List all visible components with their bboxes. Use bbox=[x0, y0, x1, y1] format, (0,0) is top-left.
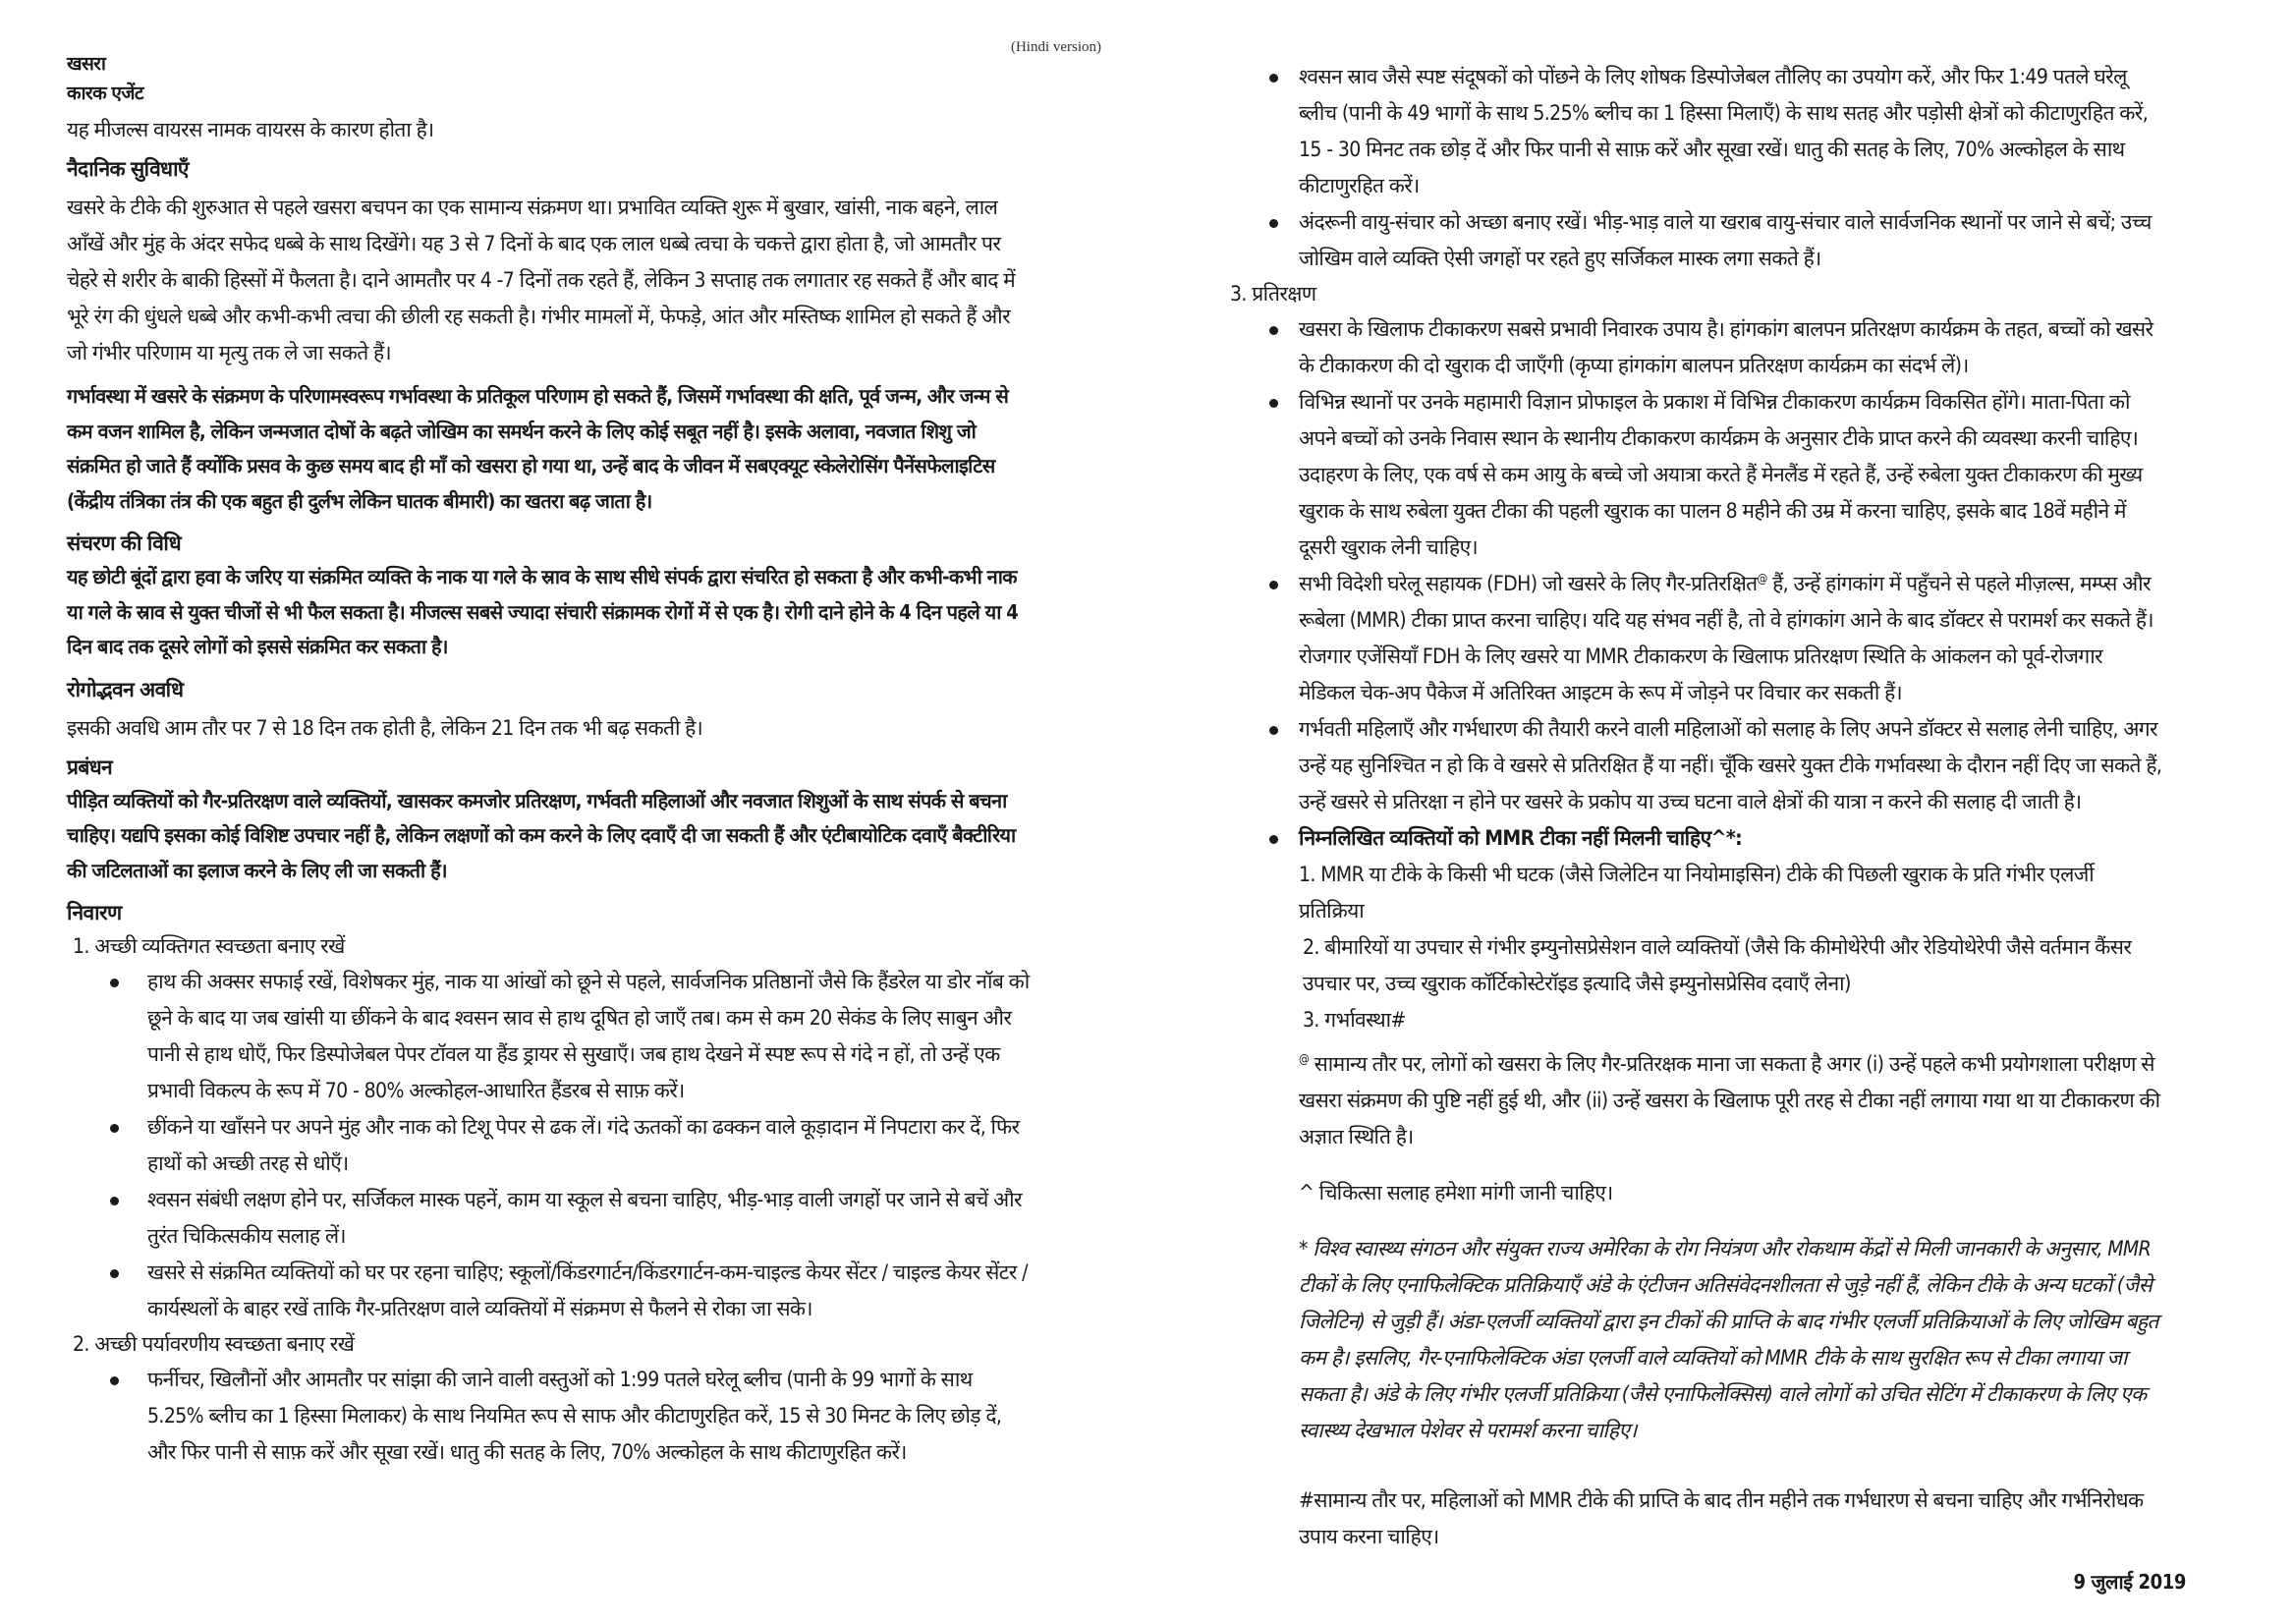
transmission-text: यह छोटी बूंदों द्वारा हवा के जरिए या संक्रमित व्यक्ति के नाक या गले के स्राव के साथ सीधे संपर्क द्वारा संचरित हो सकता है और कभी-कभी नाक या गले के स्राव से युक्त चीजों से भी फैल सकता है। मीजल्स सबसे ज्यादा संचारी संक्रामक रोगों में से एक है। रोगी दाने होने के 4 दिन पहले या 4 दिन बाद तक दूसरे लोगों को इससे संक्रमित कर सकता है। bbox=[67, 565, 1019, 658]
version-label: (Hindi version) bbox=[1010, 39, 1102, 55]
document-title: खसरा bbox=[67, 53, 106, 75]
causative-agent-heading: कारक एजेंट bbox=[67, 83, 143, 104]
bullet-icon bbox=[110, 1376, 119, 1385]
at-footnote-symbol: @ bbox=[1299, 1052, 1310, 1066]
transmission-heading: संचरण की विधि bbox=[67, 532, 182, 555]
footnote-hash: #सामान्य तौर पर, महिलाओं को MMR टीके की प्राप्ति के बाद तीन महीने तक गर्भधारण से बचना चाहिए और गर्भनिरोधक उपाय करना चाहिए। bbox=[1299, 1488, 2144, 1548]
bullet-icon bbox=[110, 979, 119, 987]
environment-item: फर्नीचर, खिलौनों और आमतौर पर सांझा की जाने वाली वस्तुओं को 1:99 पतले घरेलू ब्लीच (पानी के 99 भागों के साथ 5.25% ब्लीच का 1 हिस्सा मिलाकर) के साथ नियमित रूप से साफ और कीटाणुरहित करें, 15 से 30 मिनट के लिए छोड़ दें, और फिर पानी से साफ़ करें और सूखा रखें। धातु की सतह के लिए, 70% अल्कोहल के साथ कीटाणुरहित करें। bbox=[67, 1362, 1030, 1471]
environment-item: श्वसन स्राव जैसे स्पष्ट संदूषकों को पोंछने के लिए शोषक डिस्पोजेबल तौलिए का उपयोग करें, और फिर 1:49 पतले घरेलू ब्लीच (पानी के 49 भागों के साथ 5.25% ब्लीच का 1 हिस्सा मिलाएँ) के साथ सतह और पड़ोसी क्षेत्रों को कीटाणुरहित करें, 15 - 30 मिनट तक छोड़ दें और फिर पानी से साफ़ करें और सूखा रखें। धातु की सतह के लिए, 70% अल्कोहल के साथ कीटाणुरहित करें। bbox=[1230, 59, 2163, 204]
management-heading: प्रबंधन bbox=[67, 755, 113, 779]
immunisation-item-fdh: सभी विदेशी घरेलू सहायक (FDH) जो खसरे के लिए गैर-प्रतिरक्षित@ हैं, उन्हें हांगकांग में पहुँचने से पहले मीज़ल्स, मम्प्स और रूबेला (MMR) टीका प्राप्त करना चाहिए। यदि यह संभव नहीं है, तो वे हांगकांग आने के बाद डॉक्टर से परामर्श कर सकते हैं। रोजगार एजेंसियाँ FDH के लिए खसरे या MMR टीकाकरण के खिलाफ प्रतिरक्षण स्थिति के आंकलन को पूर्व-रोजगार मेडिकल चेक-अप पैकेज में अतिरिक्त आइटम के रूप में जोड़ने पर विचार कर सकती हैं। bbox=[1230, 566, 2163, 711]
bullet-icon bbox=[1269, 835, 1278, 844]
immunisation-item: विभिन्न स्थानों पर उनके महामारी विज्ञान प्रोफाइल के प्रकाश में विभिन्न टीकाकरण कार्यक्रम विकसित होंगे। माता-पिता को अपने बच्चों को उनके निवास स्थान के स्थानीय टीकाकरण कार्यक्रम के अनुसार टीके प्राप्त करने की व्यवस्था करनी चाहिए। उदाहरण के लिए, एक वर्ष से कम आयु के बच्चे जो अयात्रा करते हैं मेनलैंड में रहते हैं, उन्हें रुबेला युक्त टीकाकरण की मुख्य खुराक के साथ रुबेला युक्त टीका की पहली खुराक का पालन 8 महीने की उम्र में करना चाहिए, इसके बाद 18वें महीने में दूसरी खुराक लेनी चाहिए। bbox=[1230, 384, 2163, 566]
bullet-icon bbox=[110, 1269, 119, 1278]
immunisation-heading: 3. प्रतिरक्षण bbox=[1230, 282, 1316, 306]
immunisation-list bbox=[1230, 311, 2163, 857]
hygiene-item: खसरे से संक्रमित व्यक्तियों को घर पर रहना चाहिए; स्कूलों/किंडरगार्टन/किंडरगार्टन-कम-चाइल्ड केयर सेंटर / चाइल्ड केयर सेंटर / कार्यस्थलों के बाहर रखें ताकि गैर-प्रतिरक्षण वाले व्यक्तियों में संक्रमण से फैलने से रोका जा सके। bbox=[67, 1255, 1030, 1327]
immunisation-item-pregnancy: गर्भवती महिलाएँ और गर्भधारण की तैयारी करने वाली महिलाओं को सलाह के लिए अपने डॉक्टर से सलाह लेनी चाहिए, अगर उन्हें यह सुनिश्चित न हो कि वे खसरे से प्रतिरक्षित हैं या नहीं। चूँकि खसरे युक्त टीके गर्भावस्था के दौरान नहीं दिए जा सकते हैं, उन्हें खसरे से प्रतिरक्षा न होने पर खसरे के प्रकोप या उच्च घटना वाले क्षेत्रों की यात्रा न करने की सलाह दी जाती है। bbox=[1230, 711, 2163, 820]
prevention-heading: निवारण bbox=[67, 901, 122, 924]
footnote-caret: ^ चिकित्सा सलाह हमेशा मांगी जानी चाहिए। bbox=[1299, 1181, 1613, 1204]
document-date: 9 जुलाई 2019 bbox=[2073, 1570, 2186, 1594]
bullet-icon bbox=[1269, 726, 1278, 735]
contraindication-3: 3. गर्भावस्था# bbox=[1303, 1008, 1406, 1032]
hygiene-list bbox=[67, 964, 1030, 1327]
bullet-icon bbox=[1269, 326, 1278, 335]
incubation-heading: रोगोद्भवन अवधि bbox=[67, 677, 184, 701]
clinical-features-text: खसरे के टीके की शुरुआत से पहले खसरा बचपन का एक सामान्य संक्रमण था। प्रभावित व्यक्ति शुरू में बुखार, खांसी, नाक बहने, लाल आँखें और मुंह के अंदर सफेद धब्बे के साथ दिखेंगे। यह 3 से 7 दिनों के बाद एक लाल धब्बे त्वचा के चकत्ते द्वारा होता है, जो आमतौर पर चेहरे से शरीर के बाकी हिस्सों में फैलता है। दाने आमतौर पर 4 -7 दिनों तक रहते हैं, लेकिन 3 सप्ताह तक लगातार रह सकते हैं और बाद में भूरे रंग की धुंधले धब्बे और कभी-कभी त्वचा की छीली रह सकती है। गंभीर मामलों में, फेफड़े, आंत और मस्तिष्क शामिल हो सकते हैं और जो गंभीर परिणाम या मृत्यु तक ले जा सकते हैं। bbox=[67, 196, 1016, 364]
bullet-icon bbox=[1269, 219, 1278, 228]
environment-item: अंदरूनी वायु-संचार को अच्छा बनाए रखें। भीड़-भाड़ वाले या खराब वायु-संचार वाले सार्वजनिक स्थानों पर जाने से बचें; उच्च जोखिम वाले व्यक्ति ऐसी जगहों पर रहते हुए सर्जिकल मास्क लगा सकते हैं। bbox=[1230, 204, 2163, 277]
bullet-icon bbox=[110, 1124, 119, 1133]
footnote-star: * विश्व स्वास्थ्य संगठन और संयुक्त राज्य अमेरिका के रोग नियंत्रण और रोकथाम केंद्रों से मिली जानकारी के अनुसार, MMR टीकों के लिए एनाफिलेक्टिक प्रतिक्रियाएँ अंडे के एंटीजन अतिसंवेदनशीलता से जुड़े नहीं हैं, लेकिन टीके के अन्य घटकों (जैसे जिलेटिन) से जुड़ी हैं। अंडा-एलर्जी व्यक्तियों द्वारा इन टीकों की प्राप्ति के बाद गंभीर एलर्जी प्रतिक्रियाओं के लिए जोखिम बहुत कम है। इसलिए, गैर-एनाफिलेक्टिक अंडा एलर्जी वाले व्यक्तियों को MMR टीके के साथ सुरक्षित रूप से टीका लगाया जा सकता है। अंडे के लिए गंभीर एलर्जी प्रतिक्रिया (जैसे एनाफिलेक्सिस) वाले लोगों को उचित सेटिंग में टीकाकरण के लिए एक स्वास्थ्य देखभाल पेशेवर से परामर्श करना चाहिए। bbox=[1299, 1237, 2158, 1442]
at-footnote-marker: @ bbox=[1757, 572, 1767, 586]
immunisation-item: खसरा के खिलाफ टीकाकरण सबसे प्रभावी निवारक उपाय है। हांगकांग बालपन प्रतिरक्षण कार्यक्रम के तहत, बच्चों को खसरे के टीकाकरण की दो खुराक दी जाएँगी (कृप्या हांगकांग बालपन प्रतिरक्षण कार्यक्रम का संदर्भ लें)। bbox=[1230, 311, 2163, 384]
bullet-icon bbox=[110, 1197, 119, 1205]
causative-agent-text: यह मीजल्स वायरस नामक वायरस के कारण होता है। bbox=[67, 118, 434, 141]
environment-list bbox=[67, 1362, 1030, 1471]
right-column bbox=[1230, 59, 2163, 1555]
environment-list-continued bbox=[1230, 59, 2163, 277]
incubation-text: इसकी अवधि आम तौर पर 7 से 18 दिन तक होती है, लेकिन 21 दिन तक भी बढ़ सकती है। bbox=[67, 715, 703, 740]
bullet-icon bbox=[1269, 74, 1278, 83]
pregnancy-paragraph: गर्भावस्था में खसरे के संक्रमण के परिणामस्वरूप गर्भावस्था के प्रतिकूल परिणाम हो सकते हैं, जिसमें गर्भावस्था की क्षति, पूर्व जन्म, और जन्म से कम वजन शामिल है, लेकिन जन्मजात दोषों के बढ़ते जोखिम का समर्थन करने के लिए कोई सबूत नहीं है। इसके अलावा, नवजात शिशु जो संक्रमित हो जाते हैं क्योंकि प्रसव के कुछ समय बाद ही माँ को खसरा हो गया था, उन्हें बाद के जीवन में सबएक्यूट स्केलेरोसिंग पैनेंसफेलाइटिस (केंद्रीय तंत्रिका तंत्र की एक बहुत ही दुर्लभ लेकिन घातक बीमारी) का खतरा बढ़ जाता है। bbox=[67, 384, 1009, 513]
clinical-features-heading: नैदानिक सुविधाएँ bbox=[67, 157, 189, 181]
environment-heading: 2. अच्छी पर्यावरणीय स्वच्छता बनाए रखें bbox=[73, 1332, 355, 1356]
management-text: पीड़ित व्यक्तियों को गैर-प्रतिरक्षण वाले व्यक्तियों, खासकर कमजोर प्रतिरक्षण, गर्भवती महिलाओं और नवजात शिशुओं के साथ संपर्क से बचना चाहिए। यद्यपि इसका कोई विशिष्ट उपचार नहीं है, लेकिन लक्षणों को कम करने के लिए दवाएँ दी जा सकती हैं और एंटीबायोटिक दवाएँ बैक्टीरिया की जटिलताओं का इलाज करने के लिए ली जा सकती हैं। bbox=[67, 788, 1016, 882]
contraindication-1: 1. MMR या टीके के किसी भी घटक (जैसे जिलेटिन या नियोमाइसिन) टीके की पिछली खुराक के प्रति गंभीर एलर्जी प्रतिक्रिया bbox=[1299, 863, 2095, 923]
footnote-at: @ सामान्य तौर पर, लोगों को खसरा के लिए गैर-प्रतिरक्षक माना जा सकता है अगर (i) उन्हें पहले कभी प्रयोगशाला परीक्षण से खसरा संक्रमण की पुष्टि नहीं हुई थी, और (ii) उन्हें खसरा के खिलाफ पूरी तरह से टीका नहीं लगाया गया था या टीकाकरण की अज्ञात स्थिति है। bbox=[1299, 1052, 2160, 1148]
hygiene-item: छींकने या खाँसने पर अपने मुंह और नाक को टिशू पेपर से ढक लें। गंदे ऊतकों का ढक्कन वाले कूड़ादान में निपटारा कर दें, फिर हाथों को अच्छी तरह से धोएँ। bbox=[67, 1109, 1030, 1182]
hygiene-heading: 1. अच्छी व्यक्तिगत स्वच्छता बनाए रखें bbox=[73, 934, 345, 958]
hygiene-item: श्वसन संबंधी लक्षण होने पर, सर्जिकल मास्क पहनें, काम या स्कूल से बचना चाहिए, भीड़-भाड़ वाली जगहों पर जाने से बचें और तुरंत चिकित्सकीय सलाह लें। bbox=[67, 1182, 1030, 1255]
bullet-icon bbox=[1269, 581, 1278, 589]
bullet-icon bbox=[1269, 399, 1278, 408]
hygiene-item: हाथ की अक्सर सफाई रखें, विशेषकर मुंह, नाक या आंखों को छूने से पहले, सार्वजनिक प्रतिष्ठानों जैसे कि हैंडरेल या डोर नॉब को छूने के बाद या जब खांसी या छींकने के बाद श्वसन स्राव से हाथ दूषित हो जाएँ तब। कम से कम 20 सेकंड के लिए साबुन और पानी से हाथ धोएँ, फिर डिस्पोजेबल पेपर टॉवल या हैंड ड्रायर से सुखाएँ। जब हाथ देखने में स्पष्ट रूप से गंदे न हों, तो उन्हें एक प्रभावी विकल्प के रूप में 70 - 80% अल्कोहल-आधारित हैंडरब से साफ़ करें। bbox=[67, 964, 1030, 1109]
left-column bbox=[67, 49, 1030, 1471]
contraindication-2: 2. बीमारियों या उपचार से गंभीर इम्युनोसप्रेसेशन वाले व्यक्तियों (जैसे कि कीमोथेरेपी और रेडियोथेरेपी जैसे वर्तमान कैंसर उपचार पर, उच्च खुराक कॉर्टिकोस्टेरॉइड इत्यादि जैसे इम्युनोसप्रेसिव दवाएँ लेना) bbox=[1303, 935, 2132, 995]
immunisation-item-contraindications: निम्नलिखित व्यक्तियों को MMR टीका नहीं मिलनी चाहिए^*: bbox=[1230, 820, 2163, 857]
